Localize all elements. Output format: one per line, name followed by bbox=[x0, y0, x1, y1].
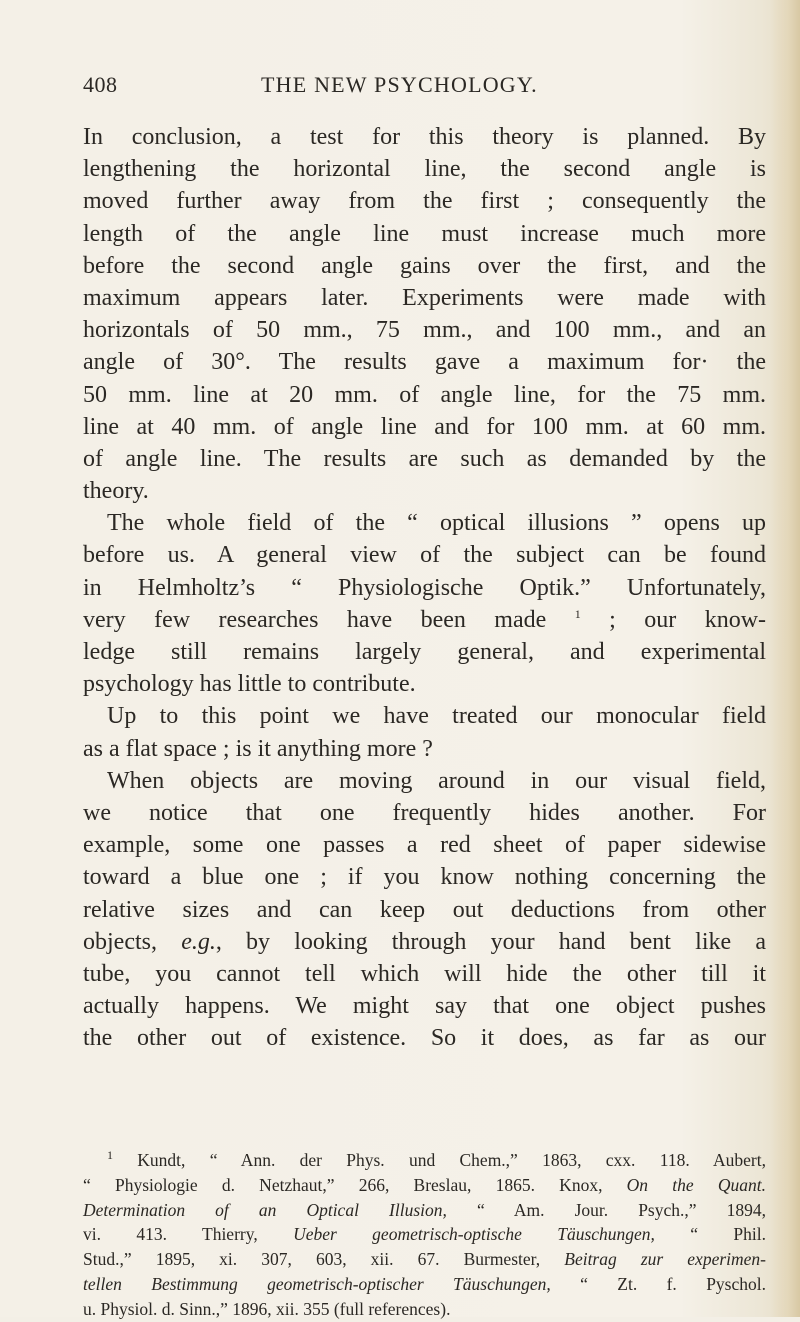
text-line: psychology has little to contribute. bbox=[83, 671, 416, 698]
text-line: moved further away from the first ; consequently the bbox=[83, 188, 766, 215]
text-line: tube, you cannot tell which will hide the other till it bbox=[83, 960, 766, 987]
footnote-line bbox=[83, 1247, 766, 1272]
footnotes bbox=[83, 1148, 766, 1322]
text-segment: , by looking through your hand bent like a bbox=[215, 928, 767, 955]
footnote-line bbox=[83, 1148, 766, 1173]
text-segment: objects, bbox=[83, 928, 157, 955]
text-line: the other out of existence. So it does, as far as our bbox=[83, 1025, 766, 1052]
footnote-line: u. Physiol. d. Sinn.,” 1896, xii. 355 (full references). bbox=[83, 1298, 451, 1319]
footnote-reference[interactable]: 1 bbox=[574, 606, 581, 621]
footnote-line bbox=[83, 1173, 766, 1198]
text-segment: very few researches have been made bbox=[83, 606, 547, 633]
text-line: horizontals of 50 mm., 75 mm., and 100 mm., and an bbox=[83, 317, 766, 344]
paragraph-start-line: The whole field of the “ optical illusions ” opens up bbox=[107, 510, 766, 537]
text-line: relative sizes and can keep out deductions from other bbox=[83, 896, 766, 923]
footnote-title: Determination of an Optical Illusion, bbox=[83, 1199, 447, 1220]
text-line: of angle line. The results are such as demanded by the bbox=[83, 445, 766, 472]
paragraph-start-line: Up to this point we have treated our monocular field bbox=[107, 703, 766, 730]
footnote-text: “ Phil. bbox=[690, 1224, 767, 1245]
italic-abbreviation: e.g. bbox=[181, 928, 216, 955]
text-line: we notice that one frequently hides another. For bbox=[83, 799, 766, 826]
text-line: before the second angle gains over the first, and the bbox=[83, 252, 766, 279]
text-line bbox=[83, 926, 766, 958]
footnote-text: “ Am. Jour. Psych.,” 1894, bbox=[476, 1199, 766, 1220]
text-line: in Helmholtz’s “ Physiologische Optik.” Unfortunately, bbox=[83, 574, 766, 601]
text-line: as a flat space ; is it anything more ? bbox=[83, 735, 433, 762]
text-line: before us. A general view of the subject can be found bbox=[83, 542, 766, 569]
page-header bbox=[83, 72, 763, 106]
footnote-text: Kundt, “ Ann. der Phys. und Chem.,” 1863, cxx. 118. Aubert, bbox=[137, 1150, 766, 1170]
running-head: THE NEW PSYCHOLOGY. bbox=[261, 72, 538, 97]
page-number: 408 bbox=[83, 72, 118, 97]
footnote-line bbox=[83, 1198, 766, 1223]
text-line: theory. bbox=[83, 478, 149, 505]
footnote-title: On the Quant. bbox=[626, 1174, 766, 1195]
footnote-text: “ Zt. f. Pyschol. bbox=[580, 1273, 766, 1294]
text-line: example, some one passes a red sheet of paper sidewise bbox=[83, 832, 766, 859]
footnote-line bbox=[83, 1222, 766, 1247]
paragraph-start-line: When objects are moving around in our visual field, bbox=[107, 767, 766, 794]
footnote-title: Ueber geometrisch-optische Täuschungen, bbox=[293, 1224, 655, 1245]
text-segment: ; our know- bbox=[609, 606, 767, 633]
text-line-with-footnote bbox=[83, 604, 766, 636]
text-line: 50 mm. line at 20 mm. of angle line, for the 75 mm. bbox=[83, 381, 766, 408]
footnote-text: vi. 413. Thierry, bbox=[83, 1224, 258, 1245]
footnote-marker: 1 bbox=[107, 1148, 113, 1163]
text-line: length of the angle line must increase much more bbox=[83, 220, 766, 247]
footnote-text: Stud.,” 1895, xi. 307, 603, xii. 67. Burmester, bbox=[83, 1249, 541, 1270]
footnote-line bbox=[83, 1272, 766, 1297]
text-line: actually happens. We might say that one object pushes bbox=[83, 993, 766, 1020]
text-line: toward a blue one ; if you know nothing concerning the bbox=[83, 864, 766, 891]
body-text bbox=[83, 121, 766, 1054]
page-edge-shading bbox=[770, 0, 800, 1317]
text-line: line at 40 mm. of angle line and for 100 mm. at 60 mm. bbox=[83, 413, 766, 440]
text-line: In conclusion, a test for this theory is planned. By bbox=[83, 124, 766, 150]
text-line: ledge still remains largely general, and experimental bbox=[83, 639, 766, 665]
footnote-title: tellen Bestimmung geometrisch-optischer Täuschungen, bbox=[83, 1273, 551, 1294]
footnote-text: “ Physiologie d. Netzhaut,” 266, Breslau, 1865. Knox, bbox=[83, 1174, 603, 1195]
text-line: lengthening the horizontal line, the second angle is bbox=[83, 156, 766, 183]
text-line: angle of 30°. The results gave a maximum for· the bbox=[83, 349, 766, 376]
text-line: maximum appears later. Experiments were made with bbox=[83, 284, 766, 311]
footnote-title: Beitrag zur experimen- bbox=[564, 1249, 766, 1270]
